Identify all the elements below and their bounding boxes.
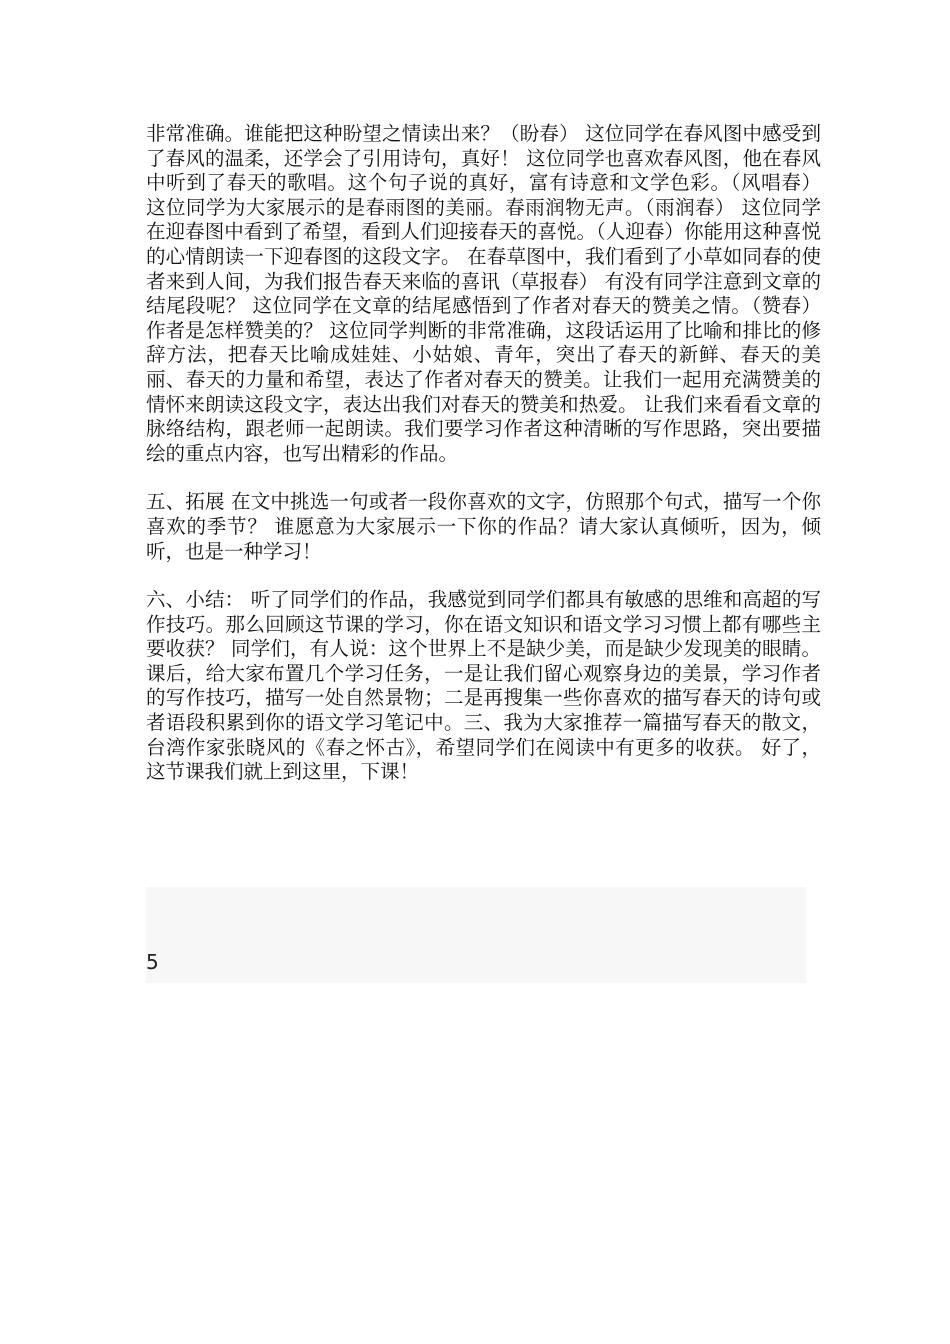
page-footer-band	[146, 887, 806, 983]
document-body	[146, 122, 821, 809]
page-number: 5	[146, 950, 159, 974]
paragraph-summary: 六、小结： 听了同学们的作品，我感觉到同学们都具有敏感的思维和高超的写作技巧。那么回顾这节课的学习，你在语文知识和语文学习习惯上都有哪些主要收获？ 同学们，有人说：这个世界上不是缺少美，而是缺少发现美的眼睛。 课后，给大家布置几个学习任务，一是让我们留心观察身边的美景，学习作者的写作技巧，描写一处自然景物；二是再搜集一些你喜欢的描写春天的诗句或者语段积累到你的语文学习笔记中。三、我为大家推荐一篇描写春天的散文，台湾作家张晓风的《春之怀古》，希望同学们在阅读中有更多的收获。 好了，这节课我们就上到这里，下课！	[146, 588, 821, 784]
paragraph-extension: 五、拓展 在文中挑选一句或者一段你喜欢的文字，仿照那个句式，描写一个你喜欢的季节？ 谁愿意为大家展示一下你的作品？请大家认真倾听，因为，倾听，也是一种学习！	[146, 490, 821, 563]
paragraph-lesson-review: 非常准确。谁能把这种盼望之情读出来？（盼春） 这位同学在春风图中感受到了春风的温柔，还学会了引用诗句，真好！ 这位同学也喜欢春风图，他在春风中听到了春天的歌唱。这个句子说的真好，富有诗意和文学色彩。（风唱春） 这位同学为大家展示的是春雨图的美丽。春雨润物无声。（雨润春） 这位同学在迎春图中看到了希望，看到人们迎接春天的喜悦。（人迎春）你能用这种喜悦的心情朗读一下迎春图的这段文字。 在春草图中，我们看到了小草如同春的使者来到人间，为我们报告春天来临的喜讯（草报春） 有没有同学注意到文章的结尾段呢？ 这位同学在文章的结尾感悟到了作者对春天的赞美之情。（赞春）作者是怎样赞美的？ 这位同学判断的非常准确，这段话运用了比喻和排比的修辞方法，把春天比喻成娃娃、小姑娘、青年，突出了春天的新鲜、春天的美丽、春天的力量和希望，表达了作者对春天的赞美。让我们一起用充满赞美的情怀来朗读这段文字，表达出我们对春天的赞美和热爱。 让我们来看看文章的脉络结构，跟老师一起朗读。我们要学习作者这种清晰的写作思路，突出要描绘的重点内容，也写出精彩的作品。	[146, 122, 821, 465]
